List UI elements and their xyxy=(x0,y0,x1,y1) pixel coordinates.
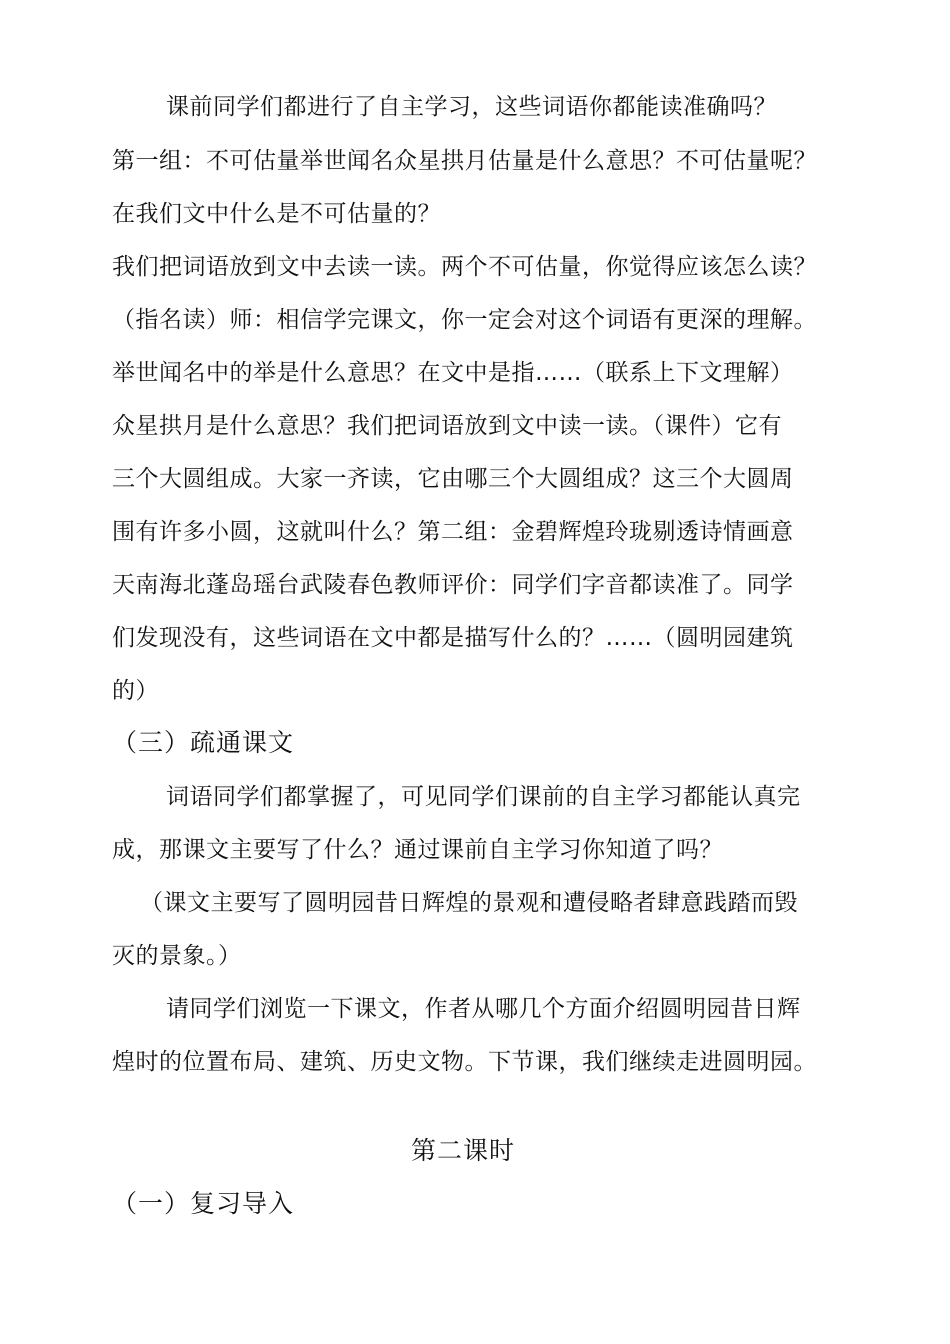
paragraph-line-11: 们发现没有，这些词语在文中都是描写什么的？……（圆明园建筑 xyxy=(112,625,794,651)
section-heading-one: （一）复习导入 xyxy=(112,1189,295,1218)
paragraph-line-18: 煌时的位置布局、建筑、历史文物。下节课，我们继续走进圆明园。 xyxy=(112,1049,817,1075)
paragraph-line-3: 在我们文中什么是不可估量的？ xyxy=(112,201,441,227)
paragraph-line-5: （指名读）师：相信学完课文，你一定会对这个词语有更深的理解。 xyxy=(112,307,817,333)
paragraph-line-12: 的） xyxy=(112,678,159,704)
paragraph-line-13: 词语同学们都掌握了，可见同学们课前的自主学习都能认真完 xyxy=(166,784,801,810)
section-heading-three: （三）疏通课文 xyxy=(112,728,295,757)
paragraph-line-17: 请同学们浏览一下课文，作者从哪几个方面介绍圆明园昔日辉 xyxy=(166,996,801,1022)
paragraph-line-7: 众星拱月是什么意思？我们把词语放到文中读一读。（课件）它有 xyxy=(112,413,782,439)
paragraph-line-2: 第一组：不可估量举世闻名众星拱月估量是什么意思？不可估量呢？ xyxy=(112,148,817,174)
lesson-title: 第二课时 xyxy=(411,1136,516,1165)
paragraph-line-6: 举世闻名中的举是什么意思？在文中是指……（联系上下文理解） xyxy=(112,360,794,386)
paragraph-line-9: 围有许多小圆，这就叫什么？第二组：金碧辉煌玲珑剔透诗情画意 xyxy=(112,519,794,545)
paragraph-line-15: （课文主要写了圆明园昔日辉煌的景观和遭侵略者肆意践踏而毁 xyxy=(140,890,798,916)
paragraph-line-1: 课前同学们都进行了自主学习，这些词语你都能读准确吗？ xyxy=(166,94,777,120)
paragraph-line-14: 成，那课文主要写了什么？通过课前自主学习你知道了吗？ xyxy=(112,837,723,863)
paragraph-line-8: 三个大圆组成。大家一齐读，它由哪三个大圆组成？这三个大圆周 xyxy=(112,466,794,492)
paragraph-line-4: 我们把词语放到文中去读一读。两个不可估量，你觉得应该怎么读？ xyxy=(112,254,817,280)
paragraph-line-16: 灭的景象。） xyxy=(112,943,242,969)
paragraph-line-10: 天南海北蓬岛瑶台武陵春色教师评价：同学们字音都读准了。同学 xyxy=(112,572,794,598)
